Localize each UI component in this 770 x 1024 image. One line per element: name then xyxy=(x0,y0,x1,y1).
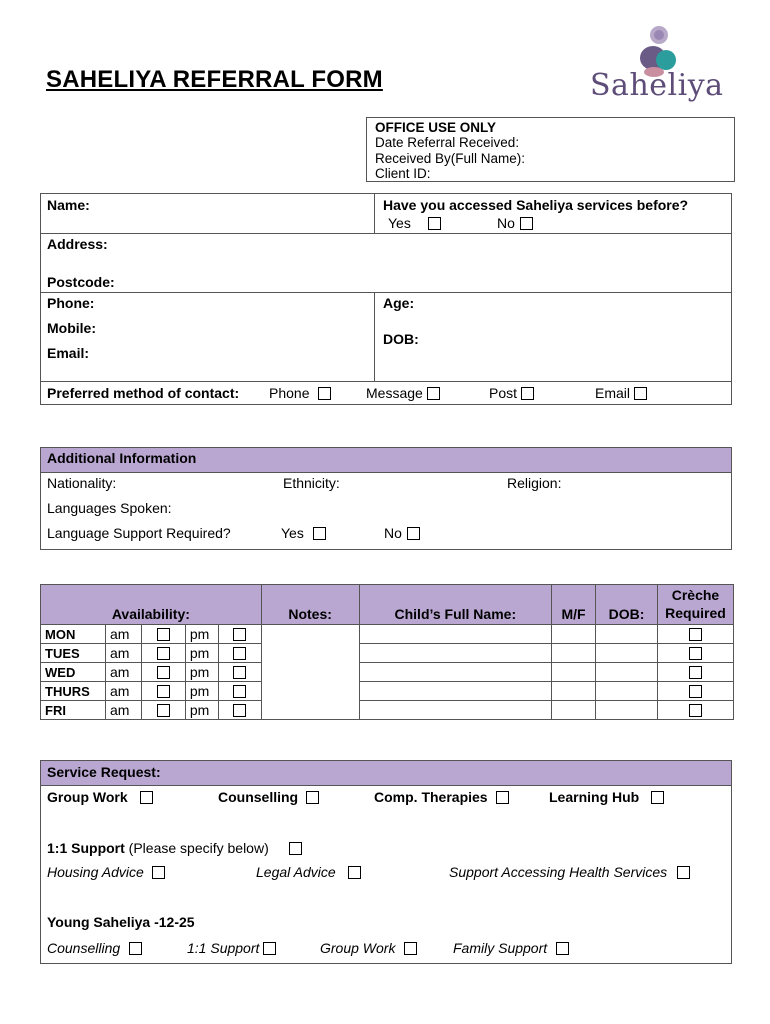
creche-checkbox-3[interactable] xyxy=(689,666,702,679)
young-family-support-checkbox[interactable] xyxy=(556,942,569,955)
creche-heading: Crèche Required xyxy=(657,585,733,625)
accessed-yes-label: Yes xyxy=(388,215,411,231)
logo-text: Saheliya xyxy=(590,68,724,103)
language-support-yes-label: Yes xyxy=(281,525,304,541)
page-title: SAHELIYA REFERRAL FORM xyxy=(46,66,383,93)
pm-label: pm xyxy=(185,682,218,701)
contact-message-checkbox[interactable] xyxy=(427,387,440,400)
ethnicity-label: Ethnicity: xyxy=(283,475,340,491)
pm-label: pm xyxy=(185,701,218,720)
service-comp-therapies xyxy=(374,789,509,805)
thurs-pm-checkbox[interactable] xyxy=(233,685,246,698)
service-counselling-label: Counselling xyxy=(218,789,299,805)
day-label: FRI xyxy=(41,701,106,720)
language-support-label: Language Support Required? xyxy=(47,525,231,541)
thurs-pm-cell xyxy=(218,682,261,701)
child-mf-cell[interactable] xyxy=(552,644,596,663)
client-id: Client ID: xyxy=(375,166,431,181)
child-name-cell[interactable] xyxy=(359,682,552,701)
child-name-cell[interactable] xyxy=(359,663,552,682)
accessed-yes-checkbox[interactable] xyxy=(428,217,441,230)
creche-checkbox-4[interactable] xyxy=(689,685,702,698)
thurs-am-cell xyxy=(141,682,185,701)
day-label: THURS xyxy=(41,682,106,701)
accessed-no-checkbox[interactable] xyxy=(520,217,533,230)
child-name-cell[interactable] xyxy=(359,625,552,644)
accessed-no-label: No xyxy=(497,215,515,231)
legal-advice-label: Legal Advice xyxy=(256,864,336,880)
availability-heading: Availability: xyxy=(41,585,262,625)
mon-am-cell xyxy=(141,625,185,644)
contact-post-label: Post xyxy=(489,385,518,401)
am-label: am xyxy=(105,644,141,663)
creche-cell xyxy=(657,682,733,701)
saheliya-logo xyxy=(586,22,726,112)
legal-advice-checkbox[interactable] xyxy=(348,866,361,879)
nationality-label: Nationality: xyxy=(47,475,117,491)
contact-option-email xyxy=(595,385,647,401)
wed-pm-cell xyxy=(218,663,261,682)
contact-email-label: Email xyxy=(595,385,631,401)
language-support-yes xyxy=(281,525,326,541)
notes-heading: Notes: xyxy=(261,585,359,625)
address-label: Address: xyxy=(47,236,108,252)
creche-checkbox-2[interactable] xyxy=(689,647,702,660)
contact-option-phone xyxy=(269,385,331,401)
fri-am-checkbox[interactable] xyxy=(157,704,170,717)
young-saheliya-heading: Young Saheliya -12-25 xyxy=(47,914,195,930)
one-to-one-support-label: 1:1 Support xyxy=(47,840,125,856)
received-by: Received By(Full Name): xyxy=(375,151,526,166)
office-use-box xyxy=(366,117,735,182)
postcode-label: Postcode: xyxy=(47,274,115,290)
accessed-yes-option xyxy=(388,215,441,231)
email-label: Email: xyxy=(47,345,90,361)
day-label: WED xyxy=(41,663,106,682)
mon-pm-checkbox[interactable] xyxy=(233,628,246,641)
child-mf-cell[interactable] xyxy=(552,682,596,701)
pm-label: pm xyxy=(185,625,218,644)
accessed-no-option xyxy=(497,215,533,231)
am-label: am xyxy=(105,682,141,701)
service-group-work xyxy=(47,789,153,805)
child-dob-cell[interactable] xyxy=(596,644,658,663)
service-learning-hub-checkbox[interactable] xyxy=(651,791,664,804)
pm-label: pm xyxy=(185,644,218,663)
child-mf-cell[interactable] xyxy=(552,663,596,682)
am-label: am xyxy=(105,663,141,682)
contact-message-label: Message xyxy=(366,385,423,401)
languages-label: Languages Spoken: xyxy=(47,500,172,516)
language-support-yes-checkbox[interactable] xyxy=(313,527,326,540)
am-label: am xyxy=(105,701,141,720)
health-services-label: Support Accessing Health Services xyxy=(449,864,668,880)
child-dob-heading: DOB: xyxy=(596,585,658,625)
language-support-no xyxy=(384,525,420,541)
contact-option-post xyxy=(489,385,534,401)
child-name-cell[interactable] xyxy=(359,701,552,720)
young-counselling-checkbox[interactable] xyxy=(129,942,142,955)
child-name-cell[interactable] xyxy=(359,644,552,663)
creche-cell xyxy=(657,701,733,720)
contact-email-checkbox[interactable] xyxy=(634,387,647,400)
child-dob-cell[interactable] xyxy=(596,625,658,644)
tues-am-checkbox[interactable] xyxy=(157,647,170,660)
young-family-support-label: Family Support xyxy=(453,940,548,956)
wed-pm-checkbox[interactable] xyxy=(233,666,246,679)
young-group-work-option xyxy=(320,940,417,956)
religion-label: Religion: xyxy=(507,475,562,491)
accessed-before-question: Have you accessed Saheliya services before? xyxy=(383,197,689,213)
day-label: MON xyxy=(41,625,106,644)
wed-am-checkbox[interactable] xyxy=(157,666,170,679)
one-to-one-support-checkbox[interactable] xyxy=(289,842,302,855)
wed-am-cell xyxy=(141,663,185,682)
young-support-checkbox[interactable] xyxy=(263,942,276,955)
date-referral-received: Date Referral Received: xyxy=(375,135,520,150)
child-dob-cell[interactable] xyxy=(596,663,658,682)
service-learning-hub xyxy=(549,789,664,805)
mon-am-checkbox[interactable] xyxy=(157,628,170,641)
young-group-work-checkbox[interactable] xyxy=(404,942,417,955)
creche-checkbox-1[interactable] xyxy=(689,628,702,641)
additional-info-heading: Additional Information xyxy=(47,450,197,466)
language-support-no-label: No xyxy=(384,525,402,541)
young-counselling-label: Counselling xyxy=(47,940,121,956)
one-to-one-support-note: (Please specify below) xyxy=(124,840,269,856)
housing-advice-label: Housing Advice xyxy=(47,864,144,880)
service-counselling-checkbox[interactable] xyxy=(306,791,319,804)
office-use-heading: OFFICE USE ONLY xyxy=(375,120,497,135)
tues-pm-cell xyxy=(218,644,261,663)
language-support-no-checkbox[interactable] xyxy=(407,527,420,540)
age-label: Age: xyxy=(383,295,415,311)
young-group-work-label: Group Work xyxy=(320,940,396,956)
service-counselling xyxy=(218,789,319,805)
mobile-label: Mobile: xyxy=(47,320,96,336)
creche-cell xyxy=(657,625,733,644)
service-comp-therapies-label: Comp. Therapies xyxy=(374,789,488,805)
thurs-am-checkbox[interactable] xyxy=(157,685,170,698)
dob-label: DOB: xyxy=(383,331,419,347)
am-label: am xyxy=(105,625,141,644)
child-mf-cell[interactable] xyxy=(552,701,596,720)
fri-am-cell xyxy=(141,701,185,720)
service-group-work-label: Group Work xyxy=(47,789,128,805)
fri-pm-cell xyxy=(218,701,261,720)
contact-phone-label: Phone xyxy=(269,385,310,401)
creche-cell xyxy=(657,663,733,682)
availability-table xyxy=(40,584,734,720)
young-support-label: 1:1 Support xyxy=(187,940,260,956)
day-label: TUES xyxy=(41,644,106,663)
notes-cell[interactable] xyxy=(261,625,359,720)
young-counselling-option xyxy=(47,940,142,956)
housing-advice-option xyxy=(47,864,165,880)
creche-checkbox-5[interactable] xyxy=(689,704,702,717)
contact-post-checkbox[interactable] xyxy=(521,387,534,400)
young-family-support-option xyxy=(453,940,569,956)
pm-label: pm xyxy=(185,663,218,682)
legal-advice-option xyxy=(256,864,361,880)
child-name-heading: Child’s Full Name: xyxy=(359,585,552,625)
housing-advice-checkbox[interactable] xyxy=(152,866,165,879)
contact-option-message xyxy=(366,385,440,401)
service-learning-hub-label: Learning Hub xyxy=(549,789,640,805)
service-group-work-checkbox[interactable] xyxy=(140,791,153,804)
fri-pm-checkbox[interactable] xyxy=(233,704,246,717)
tues-pm-checkbox[interactable] xyxy=(233,647,246,660)
mf-heading: M/F xyxy=(552,585,596,625)
young-support-option xyxy=(187,940,276,956)
mon-pm-cell xyxy=(218,625,261,644)
service-comp-therapies-checkbox[interactable] xyxy=(496,791,509,804)
name-label: Name: xyxy=(47,197,90,213)
child-dob-cell[interactable] xyxy=(596,701,658,720)
phone-label: Phone: xyxy=(47,295,95,311)
service-request-heading: Service Request: xyxy=(47,764,161,780)
creche-cell xyxy=(657,644,733,663)
contact-phone-checkbox[interactable] xyxy=(318,387,331,400)
tues-am-cell xyxy=(141,644,185,663)
health-services-option xyxy=(449,864,690,880)
one-to-one-support xyxy=(47,840,302,856)
child-dob-cell[interactable] xyxy=(596,682,658,701)
child-mf-cell[interactable] xyxy=(552,625,596,644)
health-services-checkbox[interactable] xyxy=(677,866,690,879)
preferred-contact-label: Preferred method of contact: xyxy=(47,385,240,401)
